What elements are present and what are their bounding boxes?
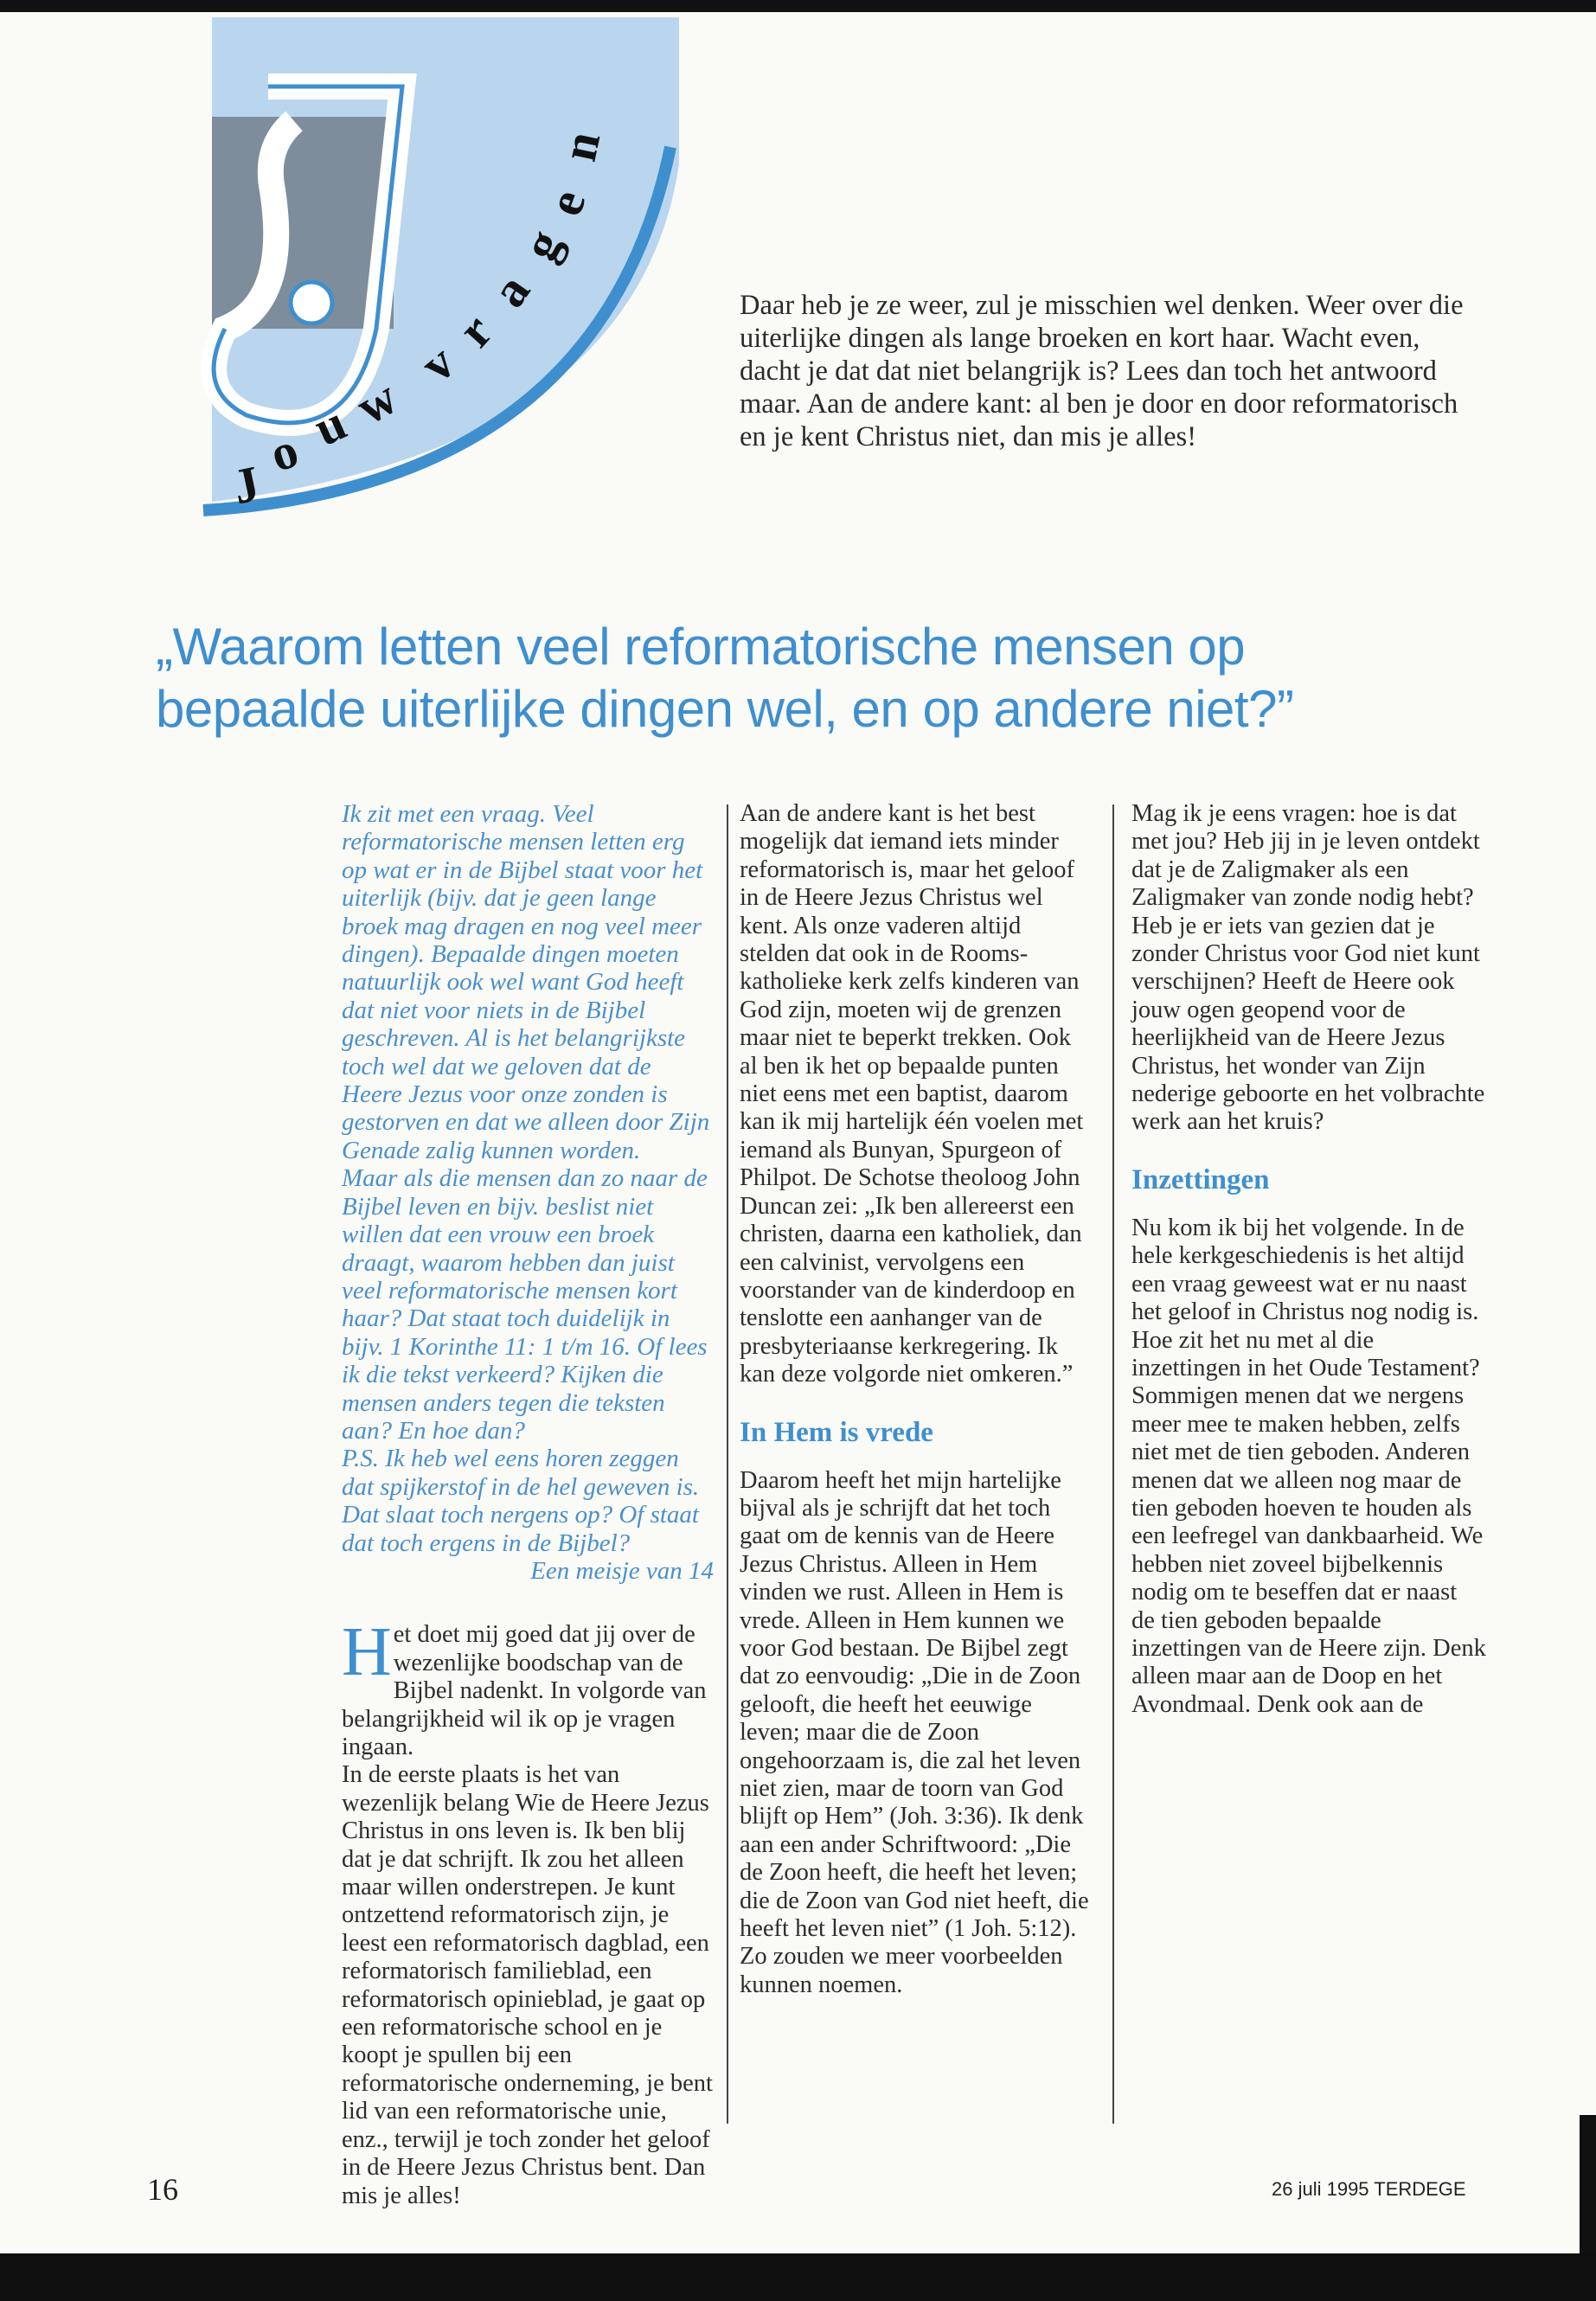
question-paragraph: Maar als die mensen dan zo naar de Bijbel leven en bijv. beslist niet willen dat een vrouw een broek draagt, waarom hebben dan juist veel reformatorische mensen kort haar? Dat staat toch duidelijk in bijv. 1 Korinthe 11: 1 t/m 16. Of lees ik die tekst verkeerd? Kijken die mensen anders tegen die teksten aan? En hoe dan? [342, 1164, 708, 1445]
logo-letter: a [480, 264, 542, 317]
answer-paragraph: Daarom heeft het mijn hartelijke bijval als je schrijft dat het toch gaat om de kennis van de Heere Jezus Christus. Alleen in Hem vinden we rust. Alleen in Hem is vrede. Alleen in Hem kunnen we voor God bestaan. De Bijbel zegt dat zo eenvoudig: „Die in de Zoon gelooft, die heeft het eeuwige leven; maar die de Zoon ongehoorzaam is, die zal het leven niet zien, maar de toorn van God blijft op Hem” (Joh. 3:36). Ik denk aan een ander Schriftwoord: „Die de Zoon heeft, die heeft het leven; die de Zoon van God niet heeft, die heeft het leven niet” (1 Joh. 5:12). Zo zouden we meer voorbeelden kunnen noemen. [740, 1466, 1089, 1998]
logo-letter: J [228, 454, 265, 516]
page-number: 16 [147, 2172, 178, 2207]
column-divider [727, 804, 728, 2124]
answer-paragraph: Aan de andere kant is het best mogelijk dat iemand iets minder reformatorisch is, maar het geloof in de Heere Jezus Christus wel kent. Als onze vaderen altijd stelden dat ook in de Rooms-katholieke kerk zelfs kinderen van God zijn, moeten wij de grenzen maar niet te beperkt trekken. Ook al ben ik het op bepaalde punten niet eens met een baptist, daarom kan ik mij hartelijk één voelen met iemand als Bunyan, Spurgeon of Philpot. De Schotse theoloog John Duncan zei: „Ik ben allereerst een christen, daarna een katholiek, dan een calvinist, vervolgens een voorstander van de kinderdoop en tenslotte een aanhanger van de presbyteriaanse kerkregering. Ik kan deze volgorde niet omkeren.” [740, 800, 1084, 1388]
logo-letter: e [535, 182, 597, 223]
logo-letter: r [446, 303, 503, 358]
answer-paragraph: Nu kom ik bij het volgende. In de hele kerkgeschiedenis is het altijd een vraag geweest wat er nu naast het geloof in Christus nog nodig is. Hoe zit het nu met al die inzettingen in het Oude Testament? Sommigen menen dat we nergens meer mee te maken hebben, zelfs niet met de tien geboden. Anderen menen dat we alleen nog maar de tien geboden hoeven te houden als een leefregel van dankbaarheid. We hebben niet zoveel bijbelkennis nodig om te beseffen dat er naast de tien geboden bepaalde inzettingen van de Heere zijn. Denk alleen maar aan de Doop en het Avondmaal. Denk ook aan de [1131, 1214, 1486, 1718]
subheading-inzettingen: Inzettingen [1131, 1163, 1270, 1195]
answer-text: et doet mij goed dat jij over de wezenlijke boodschap van de Bijbel nadenkt. In volgorde van belangrijkheid wil ik op je vragen ingaan. [342, 1621, 707, 1760]
logo-letter: w [346, 369, 407, 436]
scan-border-top [0, 0, 1596, 12]
headline [156, 616, 1505, 740]
reader-question [342, 800, 714, 1585]
answer-paragraph: Mag ik je eens vragen: hoe is dat met jou? Heb jij in je leven ontdekt dat je de Zaligmaker als een Zaligmaker van zonde nodig hebt? Heb je er iets van gezien dat je zonder Christus voor God niet kunt verschijnen? Heeft de Heere ook jouw ogen geopend voor de heerlijkheid van de Heere Jezus Christus, het wonder van Zijn nederige geboorte en het volbrachte werk aan het kruis? [1131, 800, 1485, 1136]
logo-letter: o [263, 421, 305, 483]
answer-start [342, 1614, 714, 2210]
answer-paragraph: In de eerste plaats is het van wezenlijk belang Wie de Heere Jezus Christus in ons leven is. Ik ben blij dat je dat schrijft. Ik zou het alleen maar willen onderstrepen. Je kunt ontzettend reformatorisch zijn, je leest een reformatorisch dagblad, een reformatorisch familieblad, een reformatorisch opinieblad, je gaat op een reformatorische school en je koopt je spullen bij een reformatorische onderneming, je bent lid van een reformatorische unie, enz., terwijl je toch zonder het geloof in de Heere Jezus Christus bent. Dan mis je alles! [342, 1761, 713, 2209]
logo-letter: v [409, 333, 465, 394]
scan-border-right [1580, 2115, 1596, 2253]
column-1 [342, 800, 714, 2210]
logo-letter: u [305, 394, 355, 457]
column-2 [740, 800, 1090, 1999]
question-paragraph: P.S. Ik heb wel eens horen zeggen dat spijkerstof in de hel geweven is. Dat slaat toch nergens op? Of staat dat toch ergens in de Bijbel? [342, 1445, 700, 1557]
subheading-in-hem-is-vrede: In Hem is vrede [740, 1416, 933, 1448]
jouw-vragen-logo [117, 17, 679, 554]
question-signature: Een meisje van 14 [530, 1556, 714, 1585]
scan-border-bottom [0, 2253, 1596, 2301]
column-3 [1131, 800, 1486, 1719]
headline-line-2: bepaalde uiterlijke dingen wel, en op andere niet?” [156, 680, 1294, 738]
intro-text: Daar heb je ze weer, zul je misschien wel denken. Weer over die uiterlijke dingen als lange broeken en kort haar. Wacht even, dacht je dat dat niet belangrijk is? Lees dan toch het antwoord maar. Aan de andere kant: al ben je door en door reformatorisch en je kent Christus niet, dan mis je alles! [740, 290, 1464, 452]
drop-cap: H [342, 1614, 392, 1691]
logo-letter: g [511, 220, 574, 270]
headline-line-1: „Waarom letten veel reformatorische mensen op [156, 618, 1246, 676]
column-divider [1112, 804, 1114, 2124]
logo-letter: n [549, 126, 612, 166]
question-dot [291, 282, 332, 324]
question-paragraph: Ik zit met een vraag. Veel reformatorische mensen letten erg op wat er in de Bijbel staat voor het uiterlijk (bijv. dat je geen lange broek mag dragen en nog veel meer dingen). Bepaalde dingen moeten natuurlijk ook wel want God heeft dat niet voor niets in de Bijbel geschreven. Al is het belangrijkste toch wel dat we geloven dat de Heere Jezus voor onze zonden is gestorven en dat we alleen door Zijn Genade zalig kunnen worden. [342, 800, 710, 1164]
issue-footer: 26 juli 1995 TERDEGE [1272, 2178, 1466, 2200]
answer-paragraph [342, 1614, 714, 1761]
